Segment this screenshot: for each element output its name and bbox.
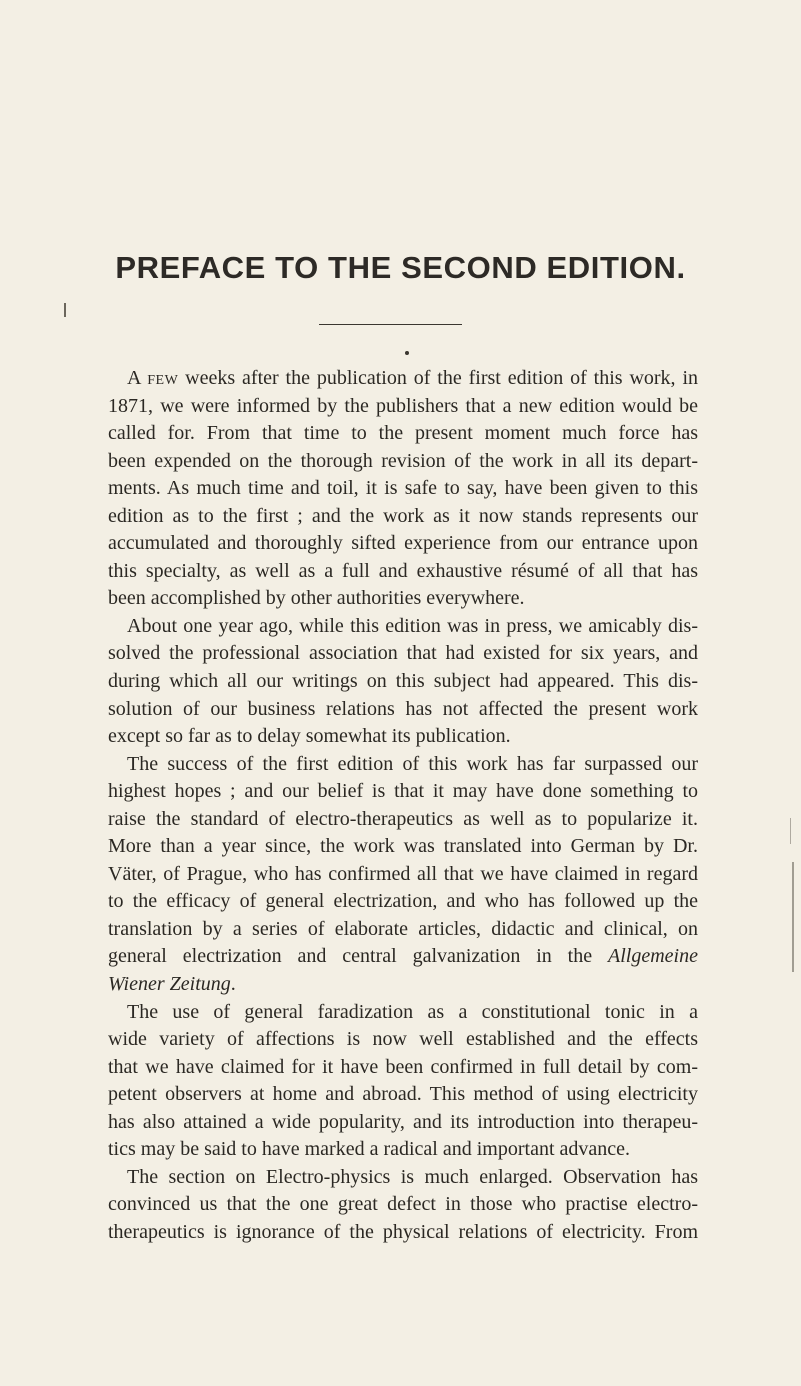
text-line: except so far as to delay somewhat its publication. [108,725,511,748]
page-edge-mark [64,303,66,317]
text-line: this specialty, as well as a full and exhaustive résumé of all that has [108,559,698,582]
text-line: during which all our writings on this subject had appeared. This dis- [108,670,698,693]
italic-title: Wiener Zeitung [108,973,231,996]
text-line: tics may be said to have marked a radical and important advance. [108,1138,631,1161]
drop-word: A [127,367,141,389]
text-line: petent observers at home and abroad. This method of using electricity [108,1083,698,1106]
text-line: The use of general faradization as a constitutional tonic in a [127,1000,698,1023]
text-line: that we have claimed for it have been confirmed in full detail by com- [108,1055,698,1078]
text-line: translation by a series of elaborate articles, didactic and clinical, on [108,917,698,940]
margin-mark [792,862,794,972]
text-line: More than a year since, the work was translated into German by Dr. [108,835,698,858]
text-line: Väter, of Prague, who has confirmed all that we have claimed in regard [108,862,698,885]
text-line: 1871, we were informed by the publishers that a new edition would be [108,394,698,417]
text-line: A few weeks after the publication of the first edition of this work, in [127,367,698,389]
text-line: raise the standard of electro-therapeutics as well as to popularize it. [108,807,698,830]
text-line: to the efficacy of general electrization, and who has followed up the [108,890,698,913]
text-line: wide variety of affections is now well established and the effects [108,1028,698,1051]
text-line: ments. As much time and toil, it is safe to say, have been given to this [108,477,698,500]
text-line: convinced us that the one great defect in those who practise electro- [108,1193,698,1216]
text-line: called for. From that time to the present moment much force has [108,422,698,445]
margin-mark [790,818,791,844]
small-caps-word: few [147,367,179,389]
text-line: The success of the first edition of this work has far surpassed our [127,752,698,775]
text-line: been expended on the thorough revision of the work in all its depart- [108,449,698,472]
text-line: About one year ago, while this edition was in press, we amicably dis- [127,614,698,637]
text-line: accumulated and thoroughly sifted experience from our entrance upon [108,532,698,555]
text-line: been accomplished by other authorities everywhere. [108,587,525,610]
title-divider [319,324,462,325]
text-line: edition as to the first ; and the work as it now stands represents our [108,504,698,527]
text-line: The section on Electro-physics is much enlarged. Observation has [127,1165,698,1188]
text-line: general electrization and central galvanization in the Allgemeine [108,945,698,968]
ornament-dot [405,351,409,355]
text-line: Wiener Zeitung. [108,973,236,996]
text-line: solution of our business relations has not affected the present work [108,697,698,720]
text-line: therapeutics is ignorance of the physical relations of electricity. From [108,1220,698,1243]
page-title: PREFACE TO THE SECOND EDITION. [115,250,686,285]
text-line: solved the professional association that had existed for six years, and [108,642,698,665]
text-line: highest hopes ; and our belief is that it may have done something to [108,780,698,803]
italic-title: Allgemeine [608,945,698,968]
preface-body [108,365,698,1247]
text-line: has also attained a wide popularity, and its introduction into therapeu- [108,1110,698,1133]
